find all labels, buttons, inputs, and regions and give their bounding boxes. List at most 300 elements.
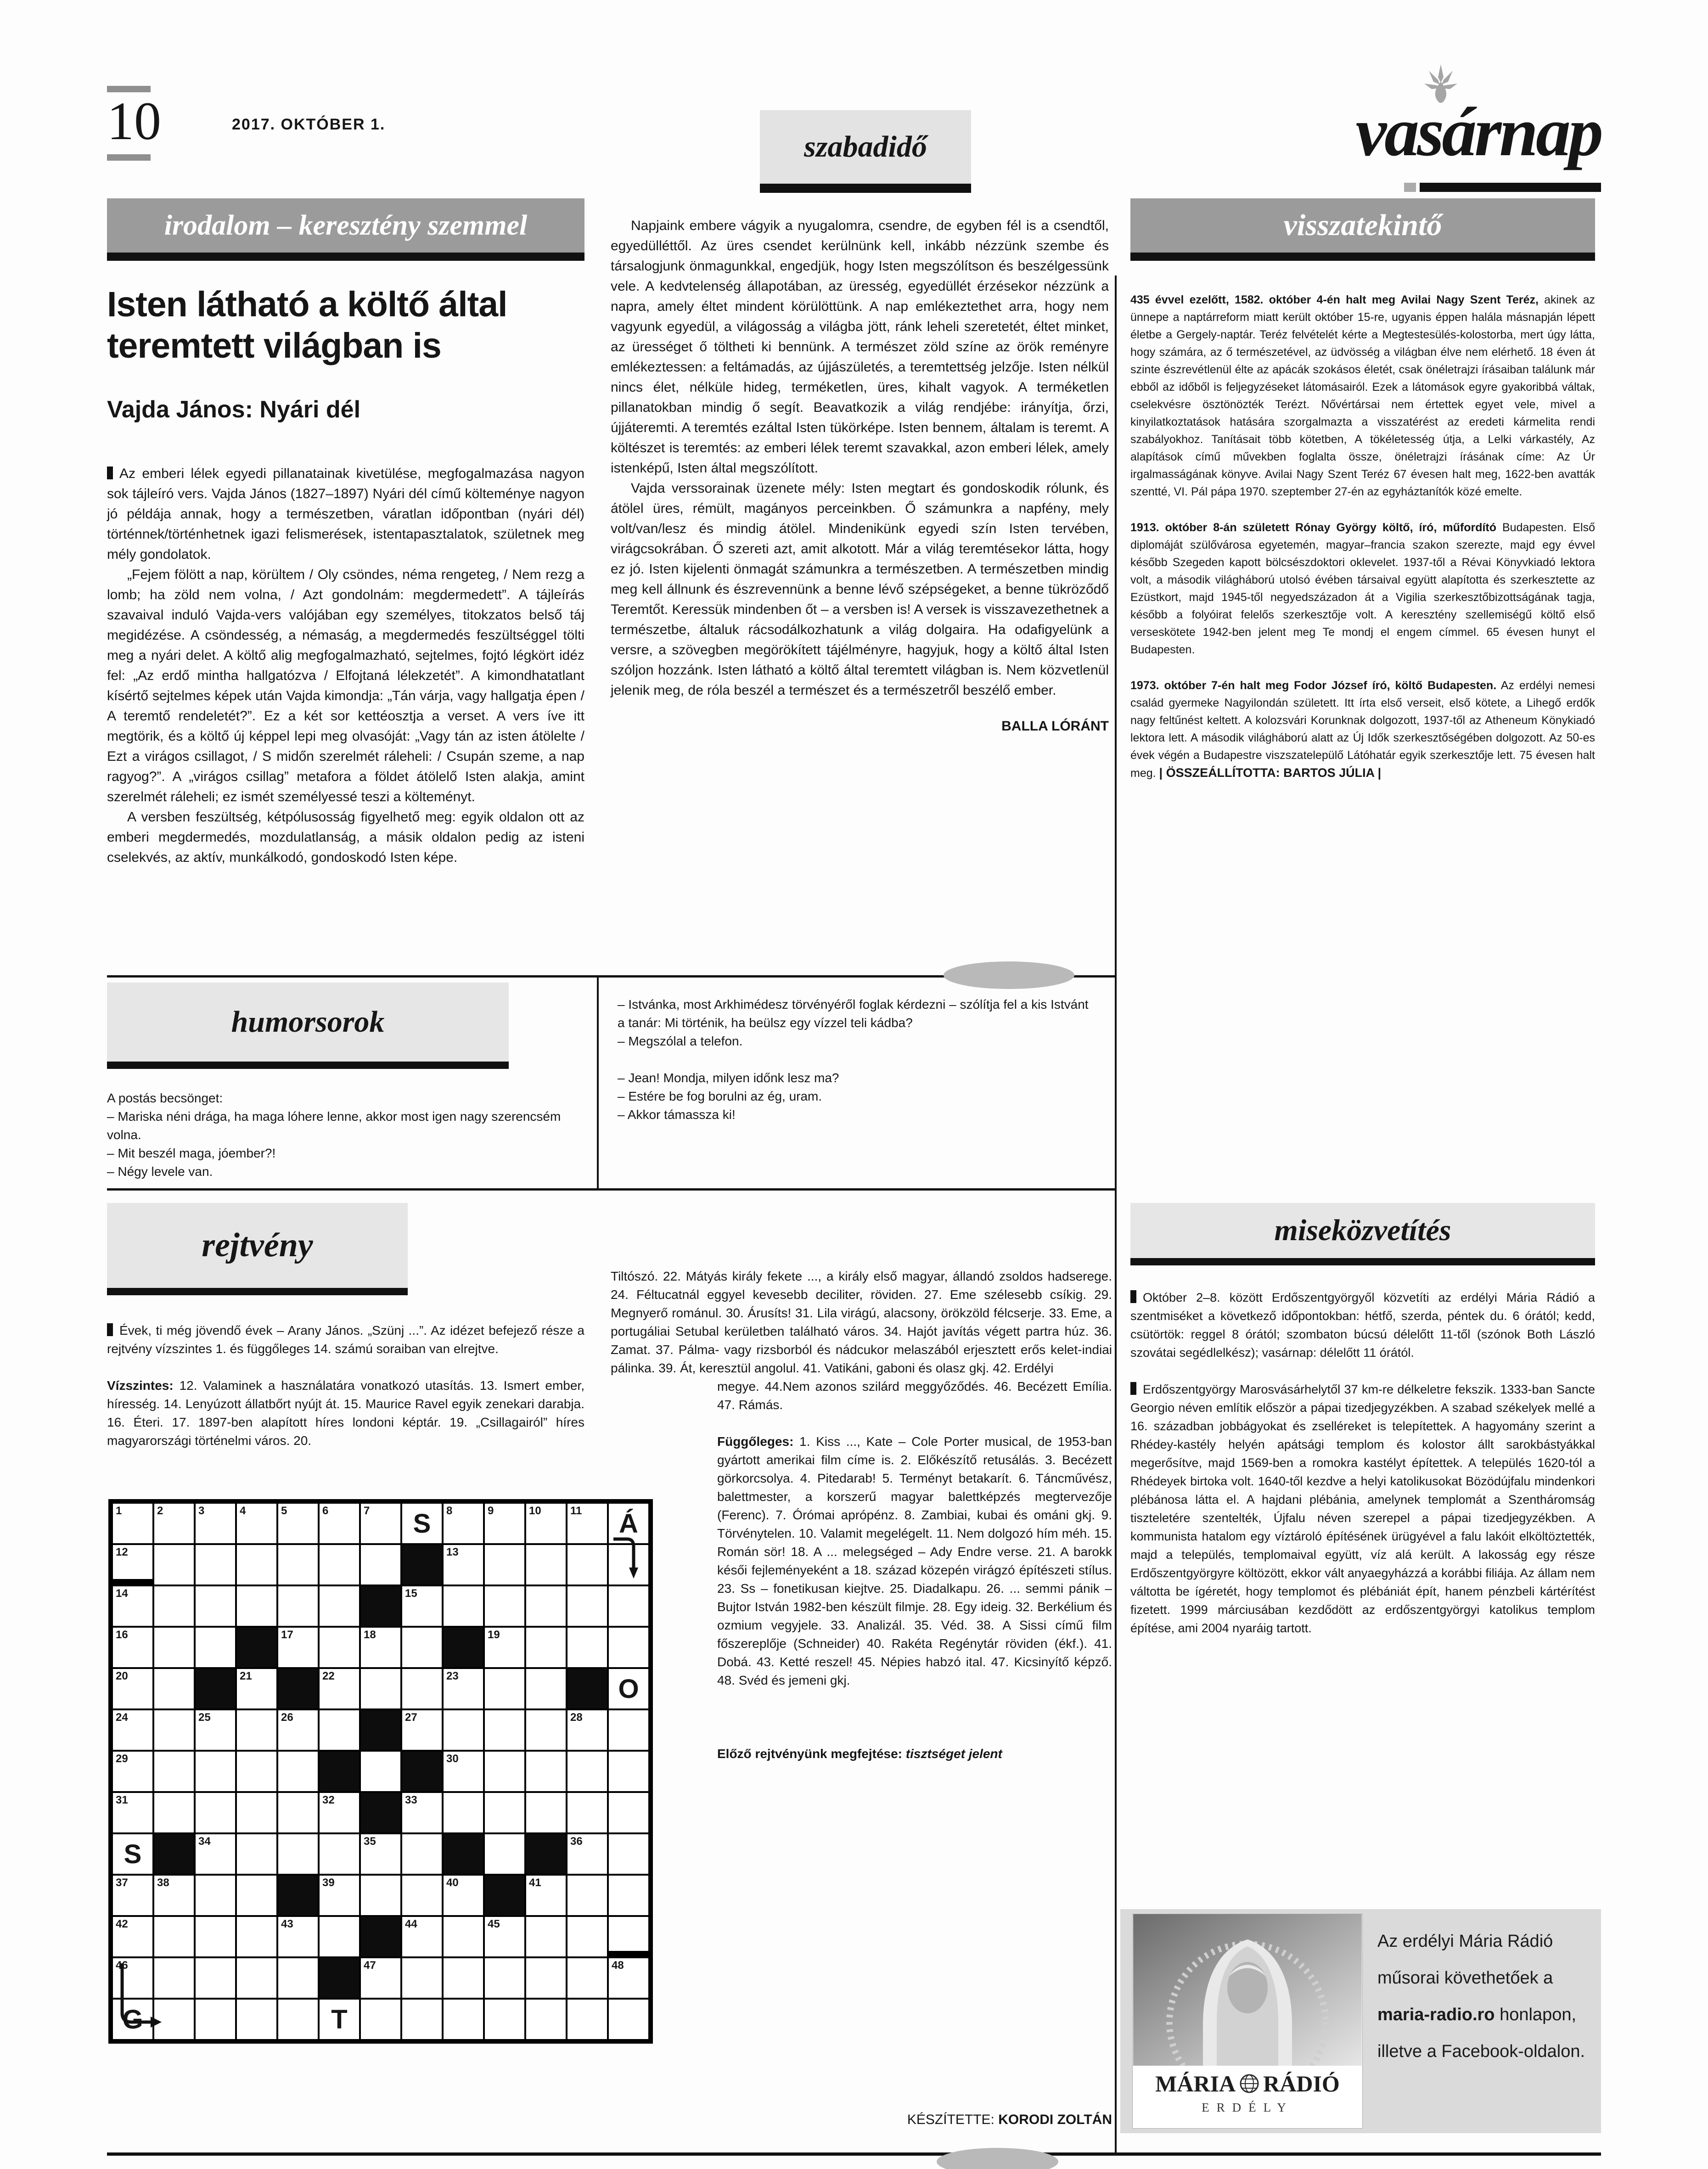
masthead-rule bbox=[1420, 183, 1601, 192]
crossword-cell bbox=[360, 1833, 401, 1875]
crossword-cell bbox=[525, 1585, 567, 1627]
section-header-irodalom bbox=[107, 198, 584, 253]
crossword-black-cell bbox=[277, 1875, 319, 1916]
crossword-black-cell bbox=[319, 1957, 360, 1999]
crossword-cell-number: 42 bbox=[116, 1918, 128, 1930]
section-header-visszatekinto-label: visszatekintő bbox=[1283, 208, 1442, 242]
crossword-black-cell bbox=[319, 1751, 360, 1792]
section-header-mise bbox=[1130, 1203, 1595, 1258]
rejtveny-credit: KÉSZÍTETTE: KORODI ZOLTÁN bbox=[907, 2112, 1112, 2127]
crossword-black-cell bbox=[525, 1833, 567, 1875]
rejtveny-column-b bbox=[611, 1267, 1112, 1763]
crossword-cell bbox=[401, 1709, 443, 1751]
crossword-cell-number: 48 bbox=[612, 1959, 624, 1972]
crossword-black-cell bbox=[567, 1668, 608, 1709]
crossword-cell bbox=[319, 1627, 360, 1668]
history-entry: 435 évvel ezelőtt, 1582. október 4-én halt meg Avilai Nagy Szent Teréz, akinek az ünnepe a naptárreform miatt került október 15-re, ugyanis éppen halála másnapján lépett életbe a Gergely-naptár. Teréz felvételét kérte a Megtestesülés-kolostorba, mert úgy látta, hogy számára, az ő természetével, az üdvösség a világban élve nem elérhető. 18 éven át szinte észrevétlenül élte az apácák szokásos életét, csak önéletrajzi írásaiban találunk már ebből az időből is feljegyzéseket látomásairól. Ezek a látomások egyre gyakoribbá váltak, cselekvésre ösztönözték Terézt. Nővértársai nem értettek egyet vele, mivel a kinyilatkoztatások hatására szorgalmazta a visszatérést az eredeti kármelita rendi szabályokhoz. Tanításait több kötetben, A tökéletesség útja, a Lelki várkastély, Az alapítások című művekben foglalta össze, önéletrajzi írásának címe: Az Úr irgalmasságának könyve. Avilai Nagy Szent Teréz 67 évesen halt meg, 1622-ben avatták szentté, VI. Pál pápa 1970. szeptember 27-én az egyháztanítók közé emelte. bbox=[1130, 293, 1596, 498]
crossword-cell bbox=[525, 1544, 567, 1585]
crossword-cell bbox=[567, 1792, 608, 1833]
crossword-cell bbox=[525, 1999, 567, 2040]
section-header-rejtveny-rule bbox=[107, 1288, 408, 1295]
crossword-black-cell bbox=[360, 1792, 401, 1833]
maria-radio-box bbox=[1120, 1909, 1601, 2133]
crossword-black-cell bbox=[195, 1668, 236, 1709]
section-header-mise-rule bbox=[1130, 1258, 1595, 1265]
page-number: 10 bbox=[107, 91, 161, 151]
crossword-cell bbox=[153, 1792, 195, 1833]
crossword-cell bbox=[443, 1999, 484, 2040]
paragraph-marker-icon bbox=[107, 1323, 113, 1336]
section-header-visszatekinto-rule bbox=[1130, 253, 1595, 261]
crossword-cell bbox=[153, 1585, 195, 1627]
mise-paragraph: Erdőszentgyörgy Marosvásárhelytől 37 km-re délkeletre fekszik. 1333-ban Sancte Georgio néven említik először a pápai tizedjegyzékben. A szabad székelyek mellé a 16. században jobbágyokat és zselléreket is telepítettek. A hagyomány szerint a Rhédey-kastély helyén apátsági templom és kolostor állt sarokbástyákkal megerősítve, majd 1569-ben a romokra kastélyt építettek. A település 1620-tól a Rhédeyek birtoka volt. 1640-től kezdve a helyi katolikusokat Bözödújfalu mindenkori plébánosa látta el. A hajdani plébánia, amelynek templomát a Szentháromság tiszteletére szentelték, Újfalu néven szerepel a pápai tizedjegyzékben. A kommunista hatalom egy víztároló építésének ürügyével a falu lakóit elköltöztették, majd a település, templomaival együtt, víz alá került. A lakosság egy része Erdőszentgyörgyre költözött, ekkor vált anyaegyházzá a korábbi filiája. Az állam nem váltotta be ígéretét, hogy templomot és plébániát épít, hanem pénzbeli kártérítést fizetett. 1999 márciusában kezdődött az erdőszentgyörgyi katolikus templom építése, ami 2004 nyaráig tartott. bbox=[1130, 1382, 1595, 1635]
crossword-cell bbox=[401, 1627, 443, 1668]
section-banner bbox=[760, 110, 971, 184]
maria-radio-text: Az erdélyi Mária Rádió műsorai követhetőek a maria-radio.ro honlapon, illetve a Facebook-oldalon. bbox=[1377, 1932, 1585, 2061]
crossword-cell bbox=[401, 1668, 443, 1709]
crossword-cell bbox=[236, 1833, 277, 1875]
joke-line: – Akkor támassza ki! bbox=[618, 1107, 736, 1122]
article-paragraph: Napjaink embere vágyik a nyugalomra, csendre, de egyben fél is a csendtől, egyedülléttől. Az üres csendet kerülnünk kell, inkább nézzünk szembe és társalogjunk önmagunkkal, engedjük, hogy Isten megszólítson és beszélgessünk vele. A kedvtelenség állapotában, az üresség, egyedüllét érzésekor nézzünk a napra, amely éltet mindent körülöttünk. A nap emlékeztethet arra, hogy nem vagyunk egyedül, a világosság a világba jött, ránk leheli szeretetét, éltet minket, az ürességet ő töltheti ki bennünk. A természet zöld színe az örök reményre emlékeztessen: a feltámadás, az újjászületés, a teremtettség jelzője. Isten nélkül nincs élet, nélküle hideg, terméketlen, üres, kihalt vagyok. A terméketlen pillanatokban mindig ő segít. Beavatkozik a világ rendjébe: irányítja, őrzi, újjáteremti. A teremtés ezáltal Isten tükörképe. Isten bennem, általam is teremt. A költészet is teremtés: az emberi lélek teremt szavakkal, azon emberi lélek, amely istenképű, Isten által megszólított. bbox=[611, 218, 1109, 476]
crossword-cell-number: 26 bbox=[281, 1711, 293, 1724]
crossword-cell bbox=[443, 1792, 484, 1833]
crossword-cell bbox=[360, 1544, 401, 1585]
crossword-cell bbox=[319, 1503, 360, 1544]
crossword-cell bbox=[236, 1709, 277, 1751]
section-banner-rule bbox=[760, 184, 971, 193]
crossword-cell bbox=[484, 1999, 525, 2040]
crossword-cell bbox=[401, 1833, 443, 1875]
crossword-cell-number: 28 bbox=[570, 1711, 583, 1724]
crossword-black-cell bbox=[360, 1709, 401, 1751]
section-header-irodalom-rule bbox=[107, 253, 584, 261]
crossword-cell bbox=[236, 1544, 277, 1585]
rejtveny-clues-continued-2: megye. 44.Nem azonos szilárd meggyőződés. 46. Becézett Emília. 47. Rámás. bbox=[717, 1379, 1112, 1412]
crossword-cell bbox=[112, 1875, 153, 1916]
section-banner-label: szabadidő bbox=[804, 130, 927, 163]
masthead: vasárnap bbox=[1355, 93, 1601, 170]
section-header-humor-rule bbox=[107, 1062, 509, 1069]
crossword-cell-number: 18 bbox=[364, 1629, 376, 1641]
crossword-cell bbox=[195, 1792, 236, 1833]
crossword-black-cell bbox=[484, 1875, 525, 1916]
rejtveny-clues-continued: Tiltószó. 22. Mátyás király fekete ..., a király első magyar, állandó zsoldos hadserege. 24. Féltucatnál eggyel kevesebb deciliter, röviden. 27. Eme szélesebb csíkig. 29. Megnyerő románul. 30. Árusíts! 31. Lila virágú, alacsony, örökzöld félcserje. 33. Eme, a portugáliai Setubal kerületben található város. 34. Hajót javítás végett partra húz. 36. Zamat. 37. Pálma- vagy rizsborból és nádcukor melaszából erjesztett erős kelet-indiai pálinka. 39. Át, keresztül angolul. 41. Vatikáni, gaboni és olasz gkj. 42. Erdélyi bbox=[611, 1269, 1112, 1375]
crossword-cell bbox=[484, 1627, 525, 1668]
crossword-cell bbox=[567, 1585, 608, 1627]
paragraph-marker-icon bbox=[1130, 1382, 1136, 1395]
crossword-cell-number: 34 bbox=[198, 1835, 211, 1848]
crossword-cell-number: 1 bbox=[116, 1505, 122, 1517]
crossword-cell bbox=[525, 1916, 567, 1957]
article-subtitle: Vajda János: Nyári dél bbox=[107, 396, 361, 423]
crossword-cell bbox=[195, 1999, 236, 2040]
crossword-cell bbox=[525, 1875, 567, 1916]
crossword-cell bbox=[567, 1544, 608, 1585]
crossword-cell bbox=[153, 1503, 195, 1544]
crossword-cell bbox=[567, 1999, 608, 2040]
crossword-cell-number: 23 bbox=[446, 1670, 459, 1682]
crossword-cell bbox=[277, 1503, 319, 1544]
crossword-cell bbox=[277, 1544, 319, 1585]
crossword-cell bbox=[277, 1957, 319, 1999]
crossword-cell bbox=[401, 1957, 443, 1999]
crossword-cell bbox=[360, 1627, 401, 1668]
crossword-cell bbox=[567, 1957, 608, 1999]
crossword-cell bbox=[319, 1916, 360, 1957]
crossword-cell-number: 4 bbox=[240, 1505, 246, 1517]
crossword-prefilled-letter: O bbox=[618, 1674, 639, 1704]
rejtveny-vizszintes: Vízszintes: 12. Valaminek a használatára vonatkozó utasítás. 13. Ismert ember, híresség. 14. Lenyúzott állatbőrt nyújt át. 15. Maurice Ravel egyik zenekari darabja. 16. Éteri. 17. 1897-ben alapított híres londoni képtár. 19. „Csillagairól” híres magyarországi történelmi város. 20. bbox=[107, 1378, 584, 1448]
article-byline: BALLA LÓRÁNT bbox=[1001, 719, 1109, 734]
crossword-cell bbox=[608, 1833, 649, 1875]
rejtveny-fuggoleges: Függőleges: 1. Kiss ..., Kate – Cole Porter musical, de 1953-ban gyártott amerikai film címe is. 2. Előkészítő retusálás. 3. Becézett görkorcsolya. 4. Pitedarab! 5. Terményt betakarít. 6. Táncművész, balettmester, a korszerű magyar balettképzés megtervezője (Ferenc). 7. Órómai aprópénz. 8. Zambiai, kubai és ománi gkj. 9. Törvénytelen. 10. Valamit megelégelt. 11. Nem dolgozó hím méh. 15. Román sör! 18. A ... melegséged – Ady Endre verse. 21. A barokk késői fejleményeként a 18. század közepén virágzó építészeti stílus. 23. Ss – fonetikusan kiejtve. 25. Diadalkapu. 26. ... semmi pánik – Bujtor István 1982-ben készült filmje. 28. Egy ideig. 32. Berkélium és ozmium vegyjele. 33. Analizál. 35. Véd. 38. A Sissi című film főszereplője (Schneider) 40. Rakéta Regénytár röviden (ékf.). 41. Dobá. 43. Ketté reszel! 45. Népies habzó ital. 47. Kicsinyítő képző. 48. Svéd és jemeni gkj. bbox=[717, 1434, 1112, 1687]
crossword-cell bbox=[195, 1751, 236, 1792]
crossword-cell-number: 25 bbox=[198, 1711, 211, 1724]
crossword-cell bbox=[401, 1585, 443, 1627]
rejtveny-intro: Évek, ti még jövendő évek – Arany János. „Szünj ...”. Az idézet befejező része a rejtvény vízszintes 1. és függőleges 14. számú soraiban van elrejtve. bbox=[107, 1323, 584, 1356]
crossword-cell bbox=[153, 1916, 195, 1957]
crossword-black-cell bbox=[277, 1668, 319, 1709]
crossword-cell bbox=[360, 1957, 401, 1999]
crossword-cell-number: 40 bbox=[446, 1877, 459, 1889]
crossword-cell bbox=[153, 1709, 195, 1751]
crossword-cell bbox=[608, 1751, 649, 1792]
crossword-black-cell bbox=[401, 1544, 443, 1585]
rejtveny-column-a bbox=[107, 1321, 584, 1450]
crossword-prefilled-letter: T bbox=[331, 2004, 348, 2034]
crossword-cell-number: 44 bbox=[405, 1918, 417, 1930]
crossword-cell bbox=[525, 1627, 567, 1668]
crossword-cell-number: 36 bbox=[570, 1835, 583, 1848]
crossword-cell-number: 10 bbox=[529, 1505, 541, 1517]
crossword-cell-number: 6 bbox=[322, 1505, 329, 1517]
maria-radio-wordmark: MÁRIA RÁDIÓ bbox=[1155, 2071, 1340, 2096]
crossword-cell bbox=[567, 1833, 608, 1875]
section-header-humor-label: humorsorok bbox=[231, 1005, 385, 1039]
gray-ellipse-decoration bbox=[944, 961, 1074, 989]
crossword-black-cell bbox=[153, 1833, 195, 1875]
crossword-black-cell bbox=[360, 1916, 401, 1957]
crossword-cell-number: 45 bbox=[488, 1918, 500, 1930]
maria-radio-image bbox=[1133, 1914, 1362, 2066]
joke-line: – Istvánka, most Arkhimédesz törvényéről foglak kérdezni – szólítja fel a kis Istvánt a tanár: Mi történik, ha beülsz egy vízzel teli kádba? bbox=[618, 997, 1089, 1030]
crossword-cell-number: 8 bbox=[446, 1505, 453, 1517]
crossword-cell bbox=[443, 1503, 484, 1544]
crossword-cell-number: 9 bbox=[488, 1505, 494, 1517]
crossword-cell-number: 46 bbox=[116, 1959, 128, 1972]
crossword-cell bbox=[112, 1751, 153, 1792]
crossword-cell bbox=[195, 1916, 236, 1957]
crossword-cell bbox=[153, 1751, 195, 1792]
article-paragraph: Vajda verssorainak üzenete mély: Isten megtart és gondoskodik rólunk, és átölel üres, rémült, magányos perceinkben. Ő számunkra a napfény, mely volt/van/lesz és mindig átölel. Mindenikünk egyedi szín Isten tervében, virágcsokrában. Ő szereti azt, amit alkotott. Már a világ teremtésekor látta, hogy ez jó. Isten kijelenti önmagát számunkra a természetben. A természetben mindig meg kell állnunk és észrevennünk a benne lévő szépségeket, a benne tükröződő Teremtőt. Keressük mindenben őt – a versben is! A versek is visszavezethetnek a természetbe, általuk rácsodálkozhatunk a világ dolgaira. Ha odafigyelünk a versre, a szövegben megörökített tájélményre, hagyjuk, hogy a költő által Isten szóljon hozzánk. Isten látható a költő által teremtett világban is. Nem közvetlenül jelenik meg, de róla beszél a természet és a természetről beszélő ember. bbox=[611, 481, 1109, 698]
crossword-cell-number: 3 bbox=[198, 1505, 205, 1517]
crossword-cell bbox=[236, 1585, 277, 1627]
joke-line: – Négy levele van. bbox=[107, 1164, 213, 1179]
crossword-black-cell bbox=[401, 1751, 443, 1792]
crossword-cell bbox=[236, 1957, 277, 1999]
crossword-cell-number: 20 bbox=[116, 1670, 128, 1682]
issue-date: 2017. OKTÓBER 1. bbox=[232, 116, 386, 133]
crossword-cell-number: 32 bbox=[322, 1794, 335, 1806]
crossword-cell bbox=[567, 1751, 608, 1792]
crossword-cell bbox=[567, 1875, 608, 1916]
crossword-cell bbox=[277, 1627, 319, 1668]
crossword-cell bbox=[608, 1792, 649, 1833]
crossword-cell-number: 31 bbox=[116, 1794, 128, 1806]
crossword-cell bbox=[195, 1875, 236, 1916]
crossword-cell bbox=[112, 1544, 153, 1585]
crossword-cell bbox=[277, 1792, 319, 1833]
crossword-cell-number: 11 bbox=[570, 1505, 582, 1517]
crossword-cell bbox=[319, 1792, 360, 1833]
crossword-cell bbox=[567, 1709, 608, 1751]
article-paragraph: A versben feszültség, kétpólusosság figyelhető meg: egyik oldalon ott az emberi megdermedés, mozdulatlanság, a másik oldalon pedig az isteni cselekvés, az aktív, munkálkodó, gondoskodó Isten képe. bbox=[107, 809, 584, 865]
humor-bottom-rule bbox=[107, 1188, 1115, 1191]
crossword-cell bbox=[112, 1709, 153, 1751]
crossword-cell bbox=[608, 1916, 649, 1957]
maria-radio-logo bbox=[1132, 1914, 1363, 2129]
crossword-cell-number: 21 bbox=[240, 1670, 252, 1682]
crossword-cell bbox=[195, 1957, 236, 1999]
crossword-cell bbox=[484, 1957, 525, 1999]
crossword-cell bbox=[277, 1585, 319, 1627]
page-bottom-rule bbox=[107, 2152, 1601, 2156]
crossword-cell bbox=[608, 1709, 649, 1751]
crossword-cell bbox=[153, 1875, 195, 1916]
crossword-prefilled-letter: Á bbox=[619, 1508, 638, 1539]
history-entry: 1973. október 7-én halt meg Fodor József író, költő Budapesten. Az erdélyi nemesi család gyermeke Nagyilondán született. Itt írta első verseit, első kötete, a Lihegő erdők nagy feltűnést keltett. A kolozsvári Korunknak dolgozott, 1937-től az Atheneum Könykiadó lektora lett. A második világháború alatt az Új Idők szerkesztőségében dolgozott. Az 50-es évek végén a Budapestre viszszatelepülő Látóhatár egyik szerkesztője lett. 75 évesen halt meg. | ÖSSZEÁLLÍTOTTA: BARTOS JÚLIA | bbox=[1130, 679, 1595, 780]
crossword-cell-number: 39 bbox=[322, 1877, 335, 1889]
crossword-prefilled-letter: G bbox=[122, 2004, 143, 2034]
crossword-cell bbox=[567, 1503, 608, 1544]
crossword-cell bbox=[401, 1503, 443, 1544]
crossword-cell bbox=[360, 1668, 401, 1709]
crossword-cell bbox=[525, 1792, 567, 1833]
crossword-cell-number: 47 bbox=[364, 1959, 376, 1972]
page-number-rule-bottom bbox=[107, 154, 151, 161]
humor-column-divider bbox=[597, 975, 599, 1190]
crossword-cell bbox=[277, 1833, 319, 1875]
crossword-cell bbox=[484, 1503, 525, 1544]
rejtveny-solution: Előző rejtvényünk megfejtése: tisztséget jelent bbox=[717, 1747, 1002, 1761]
crossword-cell bbox=[236, 1792, 277, 1833]
crossword-cell bbox=[443, 1875, 484, 1916]
crossword-cell bbox=[608, 1957, 649, 1999]
crossword-cell-number: 19 bbox=[488, 1629, 500, 1641]
crossword-cell bbox=[484, 1751, 525, 1792]
crossword-cell bbox=[319, 1833, 360, 1875]
crossword-cell bbox=[153, 1668, 195, 1709]
section-header-rejtveny-label: rejtvény bbox=[202, 1226, 313, 1264]
visszatekinto-credit: | ÖSSZEÁLLÍTOTTA: BARTOS JÚLIA | bbox=[1159, 766, 1382, 780]
crossword-cell bbox=[195, 1585, 236, 1627]
crossword-cell bbox=[525, 1957, 567, 1999]
crossword-cell-number: 35 bbox=[364, 1835, 376, 1848]
crossword-cell bbox=[319, 1585, 360, 1627]
crossword-cell-number: 12 bbox=[116, 1546, 128, 1558]
crossword-cell-number: 41 bbox=[529, 1877, 541, 1889]
column-divider bbox=[1115, 275, 1117, 2152]
article-column-1 bbox=[107, 464, 584, 868]
crossword-cell-number: 15 bbox=[405, 1587, 417, 1600]
mise-body bbox=[1130, 1288, 1595, 1637]
section-header-visszatekinto bbox=[1130, 198, 1595, 253]
crossword-prefilled-letter: S bbox=[124, 1839, 142, 1869]
crossword-cell bbox=[525, 1503, 567, 1544]
crossword-cell bbox=[319, 1875, 360, 1916]
crossword-cell bbox=[112, 1503, 153, 1544]
paragraph-marker-icon bbox=[1130, 1290, 1136, 1303]
crossword-cell bbox=[567, 1627, 608, 1668]
crossword-cell-number: 29 bbox=[116, 1753, 128, 1765]
article-paragraph: Az emberi lélek egyedi pillanatainak kivetülése, megfogalmazása nagyon sok tájleíró vers. Vajda János (1827–1897) Nyári dél című költeménye nagyon jó példája annak, hogy a természetben, váratlan időpontban (nyári dél) történnek/történhetnek igazi felismerések, istentapasztalatok, születnek meg mély gondolatok. bbox=[107, 466, 584, 562]
crossword-prefilled-letter: S bbox=[413, 1508, 431, 1539]
crossword-cell bbox=[236, 1999, 277, 2040]
mise-paragraph: Október 2–8. között Erdőszentgyörgyől közvetíti az erdélyi Mária Rádió a szentmiséket a következő időpontokban: hétfő, szerda, péntek du. 6 órától; kedd, csütörtök: reggel 8 órától; szombaton búcsú délelőtt 11-től (szónok Both László szovátai segédlelkész); vasárnap: délelőtt 11 órától. bbox=[1130, 1291, 1595, 1360]
maria-radio-region: ERDÉLY bbox=[1202, 2101, 1293, 2114]
crossword-cell-number: 27 bbox=[405, 1711, 417, 1724]
crossword-cell bbox=[608, 1875, 649, 1916]
crossword-cell bbox=[319, 1544, 360, 1585]
crossword-cell bbox=[195, 1833, 236, 1875]
crossword-cell-number: 37 bbox=[116, 1877, 128, 1889]
paragraph-marker-icon bbox=[107, 466, 113, 479]
crossword-cell bbox=[401, 1875, 443, 1916]
crossword-cell-number: 33 bbox=[405, 1794, 417, 1806]
crossword-cell bbox=[319, 1999, 360, 2040]
crossword-cell bbox=[153, 1627, 195, 1668]
crossword-cell bbox=[608, 1627, 649, 1668]
crossword-cell bbox=[443, 1709, 484, 1751]
crossword-cell bbox=[195, 1709, 236, 1751]
crossword-cell bbox=[484, 1668, 525, 1709]
crossword-cell bbox=[525, 1751, 567, 1792]
crossword-cell bbox=[484, 1792, 525, 1833]
crossword-cell bbox=[319, 1668, 360, 1709]
crossword-cell-number: 30 bbox=[446, 1753, 459, 1765]
crossword-cell bbox=[360, 1875, 401, 1916]
crossword-cell bbox=[360, 1503, 401, 1544]
section-header-humor bbox=[107, 983, 509, 1062]
crossword-cell bbox=[401, 1792, 443, 1833]
crossword-cell bbox=[525, 1668, 567, 1709]
crossword-cell bbox=[277, 1751, 319, 1792]
joke-line: – Estére be fog borulni az ég, uram. bbox=[618, 1089, 822, 1103]
crossword-black-cell bbox=[443, 1833, 484, 1875]
joke-line: – Jean! Mondja, milyen időnk lesz ma? bbox=[618, 1071, 839, 1085]
article-paragraph: „Fejem fölött a nap, körültem / Oly csöndes, néma rengeteg, / Nem rezg a lomb; ha zöld nem volna, / Azt gondolnám: megdermedett”. A tájleírás szavaival induló Vajda-vers valójában egy személyes, titokzatos belső táj megidézése. A csöndesség, a némaság, a megdermedés feszültséggel tölti meg a nyári delet. A költő alig megfogalmazható, sejtelmes, fojtó légkört idéz fel: „Az erdő mintha hallgatózva / Elfojtaná lélekzetét”. A kimondhatatlant kísértő sejtelmes képek után Vajda kimondja: „Tán várja, vagy hallgatja épen / A teremtő rendeletét?”. Ez a két sor kettéosztja a verset. A vers íve itt megtörik, és a költő új képpel lepi meg olvasóját: „Vagy tán az isten átölelte / Ezt a virágos csillagot, / S midőn szerelmét ráleheli: / Csupán szeme, a nap ragyog?”. A „virágos csillag” metafora a földet átölelő Isten alakja, amint szerelmét ráleheli; ez ismét személyessé teszi a költeményt. bbox=[107, 567, 584, 804]
crossword-cell-number: 13 bbox=[446, 1546, 459, 1558]
crossword-cell bbox=[236, 1916, 277, 1957]
crossword-cell bbox=[236, 1503, 277, 1544]
crossword-cell bbox=[360, 1751, 401, 1792]
crossword-cell bbox=[443, 1751, 484, 1792]
crossword-cell bbox=[112, 1585, 153, 1627]
crossword-cell-number: 43 bbox=[281, 1918, 293, 1930]
crossword-cell bbox=[443, 1585, 484, 1627]
crossword-cell bbox=[443, 1544, 484, 1585]
history-entry: 1913. október 8-án született Rónay György költő, író, műfordító Budapesten. Első diplomáját szülővárosa egyetemén, magyar–francia szakon szerezte, majd egy évvel később Szegeden kapott bölcsészdoktori oklevelet. 1937-től a Révai Könyvkiadó lektora volt, a második világháború utolsó évében társaival együtt alapította és szerkesztette az Ezüstkort, majd 1945-től negyedszázadon át a Vigilia szerkesztőbizottságának tagja, később a folyóirat felelős szerkesztője volt. A keresztény szellemiségű költő első verseskötete 1942-ben jelent meg Te mondj el engem címmel. 65 évesen hunyt el Budapesten. bbox=[1130, 521, 1596, 656]
crossword-cell-number: 17 bbox=[281, 1629, 293, 1641]
masthead-rule-accent bbox=[1404, 183, 1416, 192]
crossword-cell bbox=[608, 1668, 649, 1709]
crossword-cell bbox=[112, 1792, 153, 1833]
crossword-cell bbox=[608, 1585, 649, 1627]
crossword-cell bbox=[608, 1999, 649, 2040]
joke-line: – Mariska néni drága, ha maga lóhere lenne, akkor most igen nagy szerencsém volna. bbox=[107, 1109, 561, 1142]
article-title: Isten látható a költő által teremtett világban is bbox=[107, 285, 507, 365]
joke-line: – Megszólal a telefon. bbox=[618, 1034, 743, 1048]
crossword-grid bbox=[108, 1499, 653, 2044]
crossword-black-cell bbox=[443, 1627, 484, 1668]
crossword-cell-number: 22 bbox=[322, 1670, 335, 1682]
crossword-black-cell bbox=[360, 1585, 401, 1627]
crossword-cell bbox=[236, 1668, 277, 1709]
crossword-cell bbox=[112, 1627, 153, 1668]
crossword-cell-number: 2 bbox=[157, 1505, 163, 1517]
crossword-cell-number: 16 bbox=[116, 1629, 128, 1641]
crossword-cell bbox=[112, 1668, 153, 1709]
visszatekinto-body bbox=[1130, 291, 1595, 782]
crossword-cell bbox=[484, 1709, 525, 1751]
crossword-cell-number: 7 bbox=[364, 1505, 370, 1517]
humor-joke-left bbox=[107, 1089, 575, 1181]
crossword-cell bbox=[153, 1544, 195, 1585]
crossword-cell bbox=[443, 1957, 484, 1999]
joke-line: A postás becsönget: bbox=[107, 1091, 223, 1105]
crossword-cell bbox=[195, 1503, 236, 1544]
crossword-cell bbox=[484, 1544, 525, 1585]
crossword-cell bbox=[236, 1751, 277, 1792]
crossword-cell-number: 14 bbox=[116, 1587, 128, 1600]
crossword-cell bbox=[443, 1668, 484, 1709]
crossword-cell bbox=[277, 1999, 319, 2040]
crossword-arrow-right-icon bbox=[116, 1961, 175, 2035]
crossword-cell bbox=[277, 1916, 319, 1957]
crossword-cell bbox=[567, 1916, 608, 1957]
crossword-cell bbox=[319, 1709, 360, 1751]
gray-ellipse-decoration bbox=[937, 2148, 1058, 2169]
crossword-cell bbox=[525, 1709, 567, 1751]
crossword-cell-number: 38 bbox=[157, 1877, 169, 1889]
crossword-arrow-down-icon bbox=[612, 1533, 653, 1588]
crossword-cell bbox=[112, 1833, 153, 1875]
crossword-black-cell bbox=[236, 1627, 277, 1668]
humor-joke-right bbox=[618, 995, 1095, 1124]
crossword-cell bbox=[195, 1544, 236, 1585]
joke-line: – Mit beszél maga, jóember?! bbox=[107, 1146, 276, 1160]
crossword-cell bbox=[484, 1585, 525, 1627]
crossword-cell bbox=[360, 1999, 401, 2040]
crossword-cell bbox=[236, 1875, 277, 1916]
crossword-cell bbox=[443, 1916, 484, 1957]
globe-icon bbox=[1239, 2073, 1259, 2094]
crossword-cell-number: 5 bbox=[281, 1505, 287, 1517]
crossword-cell bbox=[484, 1833, 525, 1875]
article-column-2 bbox=[611, 216, 1109, 736]
section-header-mise-label: miseközvetítés bbox=[1274, 1214, 1451, 1247]
crossword-cell bbox=[277, 1709, 319, 1751]
section-header-irodalom-label: irodalom – keresztény szemmel bbox=[164, 209, 528, 241]
crossword-cell-number: 24 bbox=[116, 1711, 128, 1724]
crossword-cell bbox=[484, 1916, 525, 1957]
section-header-rejtveny bbox=[107, 1203, 408, 1288]
crossword-cell bbox=[401, 1999, 443, 2040]
rejtveny-clues-wrapped bbox=[717, 1377, 1112, 1763]
crossword-cell bbox=[401, 1916, 443, 1957]
crossword-cell bbox=[195, 1627, 236, 1668]
crossword-cell bbox=[112, 1916, 153, 1957]
